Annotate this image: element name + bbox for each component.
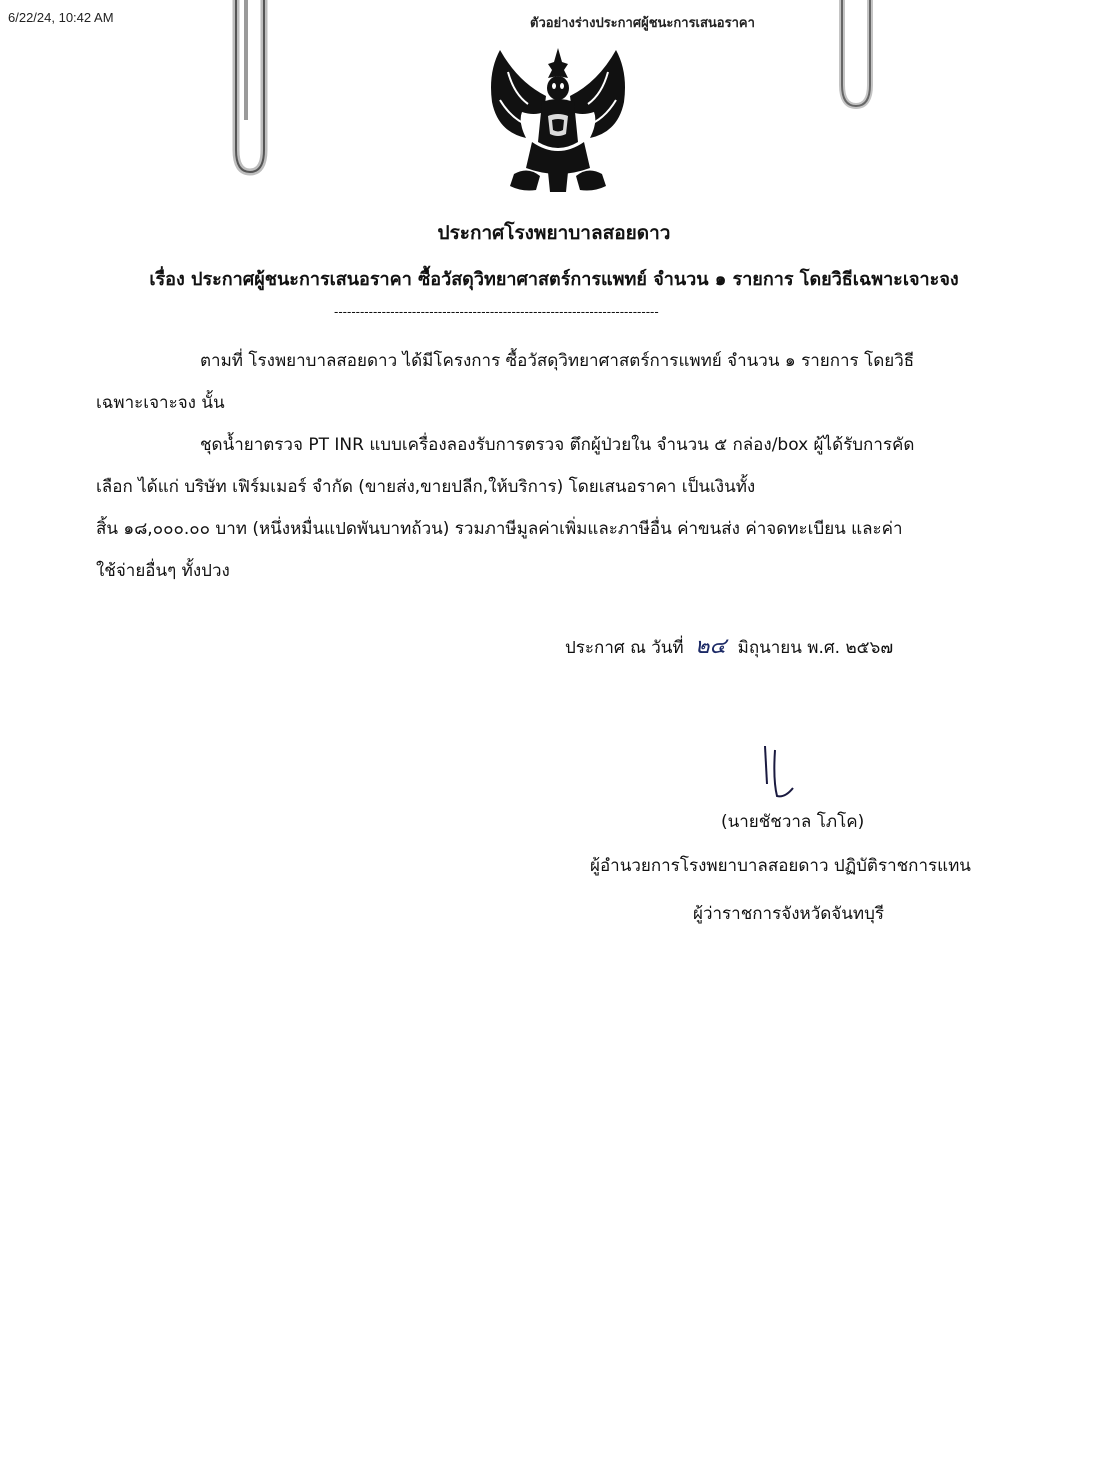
announcement-date-suffix: มิถุนายน พ.ศ. ๒๕๖๗ — [737, 638, 894, 658]
paragraph2-line2: เลือก ได้แก่ บริษัท เฟิร์มเมอร์ จำกัด (ขายส่ง,ขายปลีก,ให้บริการ) โดยเสนอราคา เป็นเงินทั้ง — [96, 477, 756, 497]
paper-clip-right-icon — [832, 0, 882, 120]
paper-clip-left-icon — [222, 0, 276, 180]
announcement-date-day: ๒๔ — [695, 634, 727, 659]
paragraph2-line4: ใช้จ่ายอื่นๆ ทั้งปวง — [96, 561, 230, 581]
announcement-date-prefix: ประกาศ ณ วันที่ — [565, 638, 684, 658]
paragraph2-line1: ชุดน้ำยาตรวจ PT INR แบบเครื่องลองรับการตรวจ ตึกผู้ป่วยใน จำนวน ๕ กล่อง/box ผู้ได้รับการคัด — [200, 435, 915, 455]
divider-line: --------------------------------------------------------------------------- — [334, 304, 659, 319]
paragraph1-line1: ตามที่ โรงพยาบาลสอยดาว ได้มีโครงการ ซื้อวัสดุวิทยาศาสตร์การแพทย์ จำนวน ๑ รายการ โดยวิธี — [200, 351, 915, 371]
signer-position-line1: ผู้อำนวยการโรงพยาบาลสอยดาว ปฏิบัติราชการแทน — [590, 856, 971, 876]
document-subject: เรื่อง ประกาศผู้ชนะการเสนอราคา ซื้อวัสดุวิทยาศาสตร์การแพทย์ จำนวน ๑ รายการ โดยวิธีเฉพาะเจาะจง — [149, 269, 959, 290]
paragraph2-line3: สิ้น ๑๘,๐๐๐.๐๐ บาท (หนึ่งหมื่นแปดพันบาทถ้วน) รวมภาษีมูลค่าเพิ่มและภาษีอื่น ค่าขนส่ง ค่าจดทะเบียน และค่า — [96, 519, 903, 539]
signer-position-line2: ผู้ว่าราชการจังหวัดจันทบุรี — [693, 904, 885, 924]
signer-name: (นายชัชวาล โภโค) — [721, 812, 865, 832]
paragraph1-line2: เฉพาะเจาะจง นั้น — [96, 393, 225, 413]
garuda-emblem-icon — [478, 42, 638, 202]
document-title: ประกาศโรงพยาบาลสอยดาว — [437, 222, 671, 244]
print-header: ตัวอย่างร่างประกาศผู้ชนะการเสนอราคา — [530, 16, 755, 31]
print-timestamp: 6/22/24, 10:42 AM — [8, 10, 114, 25]
announcement-date — [565, 628, 893, 663]
handwritten-signature — [755, 740, 805, 804]
